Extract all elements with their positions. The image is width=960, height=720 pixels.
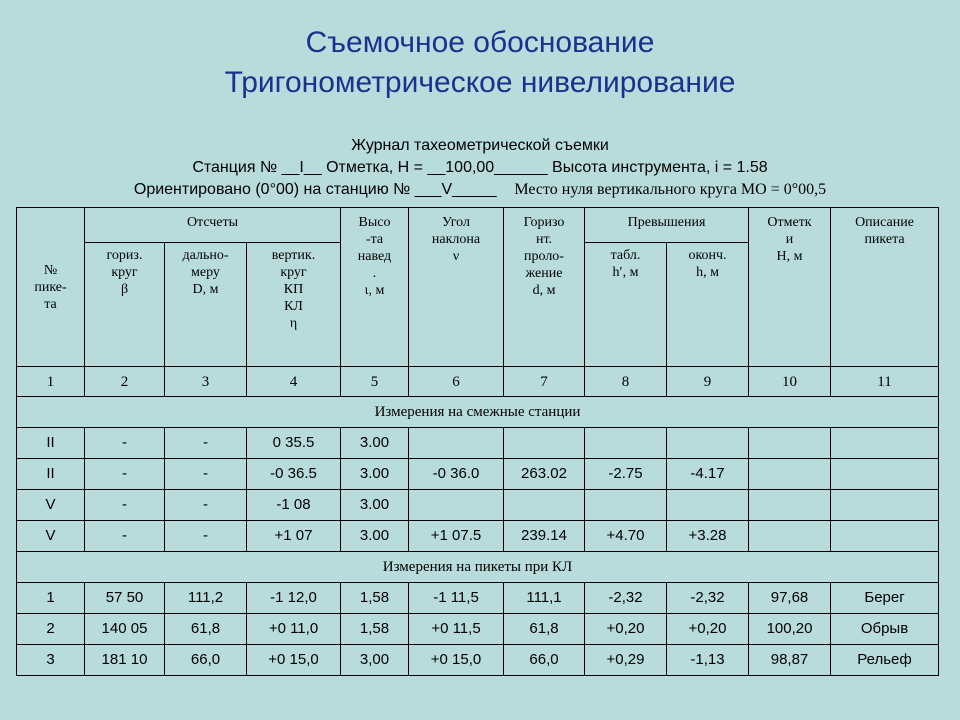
table-cell: -2,32 — [667, 583, 749, 614]
table-cell: -0 36.0 — [409, 459, 504, 490]
table-cell: - — [165, 490, 247, 521]
table-cell: +0,20 — [585, 614, 667, 645]
column-number-cell: 9 — [667, 367, 749, 397]
table-cell: 2 — [17, 614, 85, 645]
table-cell — [409, 490, 504, 521]
column-number-cell: 10 — [749, 367, 831, 397]
table-cell: -1,13 — [667, 645, 749, 676]
column-number-cell: 7 — [504, 367, 585, 397]
table-cell: +1 07.5 — [409, 521, 504, 552]
picket-rows — [17, 583, 939, 676]
table-row — [17, 521, 939, 552]
table-cell: 1,58 — [341, 614, 409, 645]
table-cell: +0 11,0 — [247, 614, 341, 645]
table-cell: +0 15,0 — [247, 645, 341, 676]
table-cell — [409, 428, 504, 459]
table-cell: 100,20 — [749, 614, 831, 645]
column-number-cell: 5 — [341, 367, 409, 397]
survey-journal-table — [16, 207, 939, 676]
table-cell: -1 08 — [247, 490, 341, 521]
table-row — [17, 428, 939, 459]
table-cell: +3.28 — [667, 521, 749, 552]
column-number-cell: 3 — [165, 367, 247, 397]
table-cell: 181 10 — [85, 645, 165, 676]
header-horizontal-distance: Горизо нт. проло- жение d, м — [504, 208, 585, 367]
table-cell — [831, 490, 939, 521]
header-picket-description: Описание пикета — [831, 208, 939, 367]
table-cell — [831, 428, 939, 459]
table-cell: II — [17, 428, 85, 459]
header-heights-group: Превышения — [585, 208, 749, 243]
table-cell: V — [17, 490, 85, 521]
table-cell: - — [165, 521, 247, 552]
table-cell: 1 — [17, 583, 85, 614]
table-cell: - — [165, 459, 247, 490]
section-adjacent-stations: Измерения на смежные станции — [17, 397, 939, 428]
table-cell: 3 — [17, 645, 85, 676]
table-cell: -1 11,5 — [409, 583, 504, 614]
table-cell: 57 50 — [85, 583, 165, 614]
table-cell — [831, 459, 939, 490]
table-cell: 61,8 — [504, 614, 585, 645]
table-cell: - — [85, 428, 165, 459]
header-picket-number: № пике- та — [17, 208, 85, 367]
table-cell — [749, 459, 831, 490]
table-cell: +1 07 — [247, 521, 341, 552]
table-cell: 3,00 — [341, 645, 409, 676]
section-pickets: Измерения на пикеты при КЛ — [17, 552, 939, 583]
header-elevations: Отметк и H, м — [749, 208, 831, 367]
table-cell: V — [17, 521, 85, 552]
table-cell: -2.75 — [585, 459, 667, 490]
table-row — [17, 645, 939, 676]
orientation-line — [0, 180, 960, 200]
table-cell: 61,8 — [165, 614, 247, 645]
table-cell — [667, 428, 749, 459]
table-cell: +0 15,0 — [409, 645, 504, 676]
table-cell: 3.00 — [341, 490, 409, 521]
table-cell: 3.00 — [341, 459, 409, 490]
table-row — [17, 490, 939, 521]
table-row — [17, 614, 939, 645]
table-cell: +0,20 — [667, 614, 749, 645]
table-cell: 66,0 — [504, 645, 585, 676]
column-number-cell: 2 — [85, 367, 165, 397]
slide-title-line-1: Съемочное обоснование — [305, 26, 655, 59]
table-cell: 111,1 — [504, 583, 585, 614]
table-cell: +0,29 — [585, 645, 667, 676]
header-table-height: табл. h′, м — [585, 243, 667, 367]
table-cell: 239.14 — [504, 521, 585, 552]
header-vertical-circle: вертик. круг КП КЛ η — [247, 243, 341, 367]
zero-place-text: Место нуля вертикального круга МО = 0°00,5 — [514, 181, 827, 198]
table-cell: - — [165, 428, 247, 459]
table-cell: 3.00 — [341, 521, 409, 552]
header-readings-group: Отсчеты — [85, 208, 341, 243]
table-cell: - — [85, 490, 165, 521]
table-cell — [749, 490, 831, 521]
column-number-cell: 11 — [831, 367, 939, 397]
table-cell — [749, 521, 831, 552]
header-final-height: оконч. h, м — [667, 243, 749, 367]
table-cell: +0 11,5 — [409, 614, 504, 645]
station-info-line: Станция № __I__ Отметка, H = __100,00______ Высота инструмента, i = 1.58 — [192, 159, 768, 176]
table-cell — [504, 428, 585, 459]
header-horizontal-circle: гориз. круг β — [85, 243, 165, 367]
table-cell: Берег — [831, 583, 939, 614]
journal-heading: Журнал тахеометрической съемки — [351, 137, 609, 154]
table-cell — [749, 428, 831, 459]
adjacent-stations-rows — [17, 428, 939, 552]
column-number-cell: 4 — [247, 367, 341, 397]
table-cell: II — [17, 459, 85, 490]
table-row — [17, 459, 939, 490]
table-cell: 263.02 — [504, 459, 585, 490]
table-cell — [585, 428, 667, 459]
table-cell: -1 12,0 — [247, 583, 341, 614]
header-slope-angle: Угол наклона ν — [409, 208, 504, 367]
table-cell — [504, 490, 585, 521]
table-cell: +4.70 — [585, 521, 667, 552]
table-cell: 1,58 — [341, 583, 409, 614]
table-cell: - — [85, 521, 165, 552]
table-cell: 66,0 — [165, 645, 247, 676]
table-cell: 97,68 — [749, 583, 831, 614]
table-cell: 111,2 — [165, 583, 247, 614]
orientation-text: Ориентировано (0°00) на станцию № ___V_____ — [133, 181, 497, 198]
table-cell: Рельеф — [831, 645, 939, 676]
column-number-cell: 1 — [17, 367, 85, 397]
table-cell: Обрыв — [831, 614, 939, 645]
table-cell: 3.00 — [341, 428, 409, 459]
slide-title-line-2: Тригонометрическое нивелирование — [224, 66, 736, 99]
table-cell: -0 36.5 — [247, 459, 341, 490]
header-rangefinder: дально- меру D, м — [165, 243, 247, 367]
column-number-cell: 8 — [585, 367, 667, 397]
table-cell: 140 05 — [85, 614, 165, 645]
header-target-height: Высо -та навед . ι, м — [341, 208, 409, 367]
table-cell — [667, 490, 749, 521]
column-number-row — [17, 367, 939, 397]
table-cell — [585, 490, 667, 521]
table-cell: 0 35.5 — [247, 428, 341, 459]
table-cell: - — [85, 459, 165, 490]
table-cell: -2,32 — [585, 583, 667, 614]
table-cell: 98,87 — [749, 645, 831, 676]
table-cell: -4.17 — [667, 459, 749, 490]
column-number-cell: 6 — [409, 367, 504, 397]
table-row — [17, 583, 939, 614]
table-cell — [831, 521, 939, 552]
